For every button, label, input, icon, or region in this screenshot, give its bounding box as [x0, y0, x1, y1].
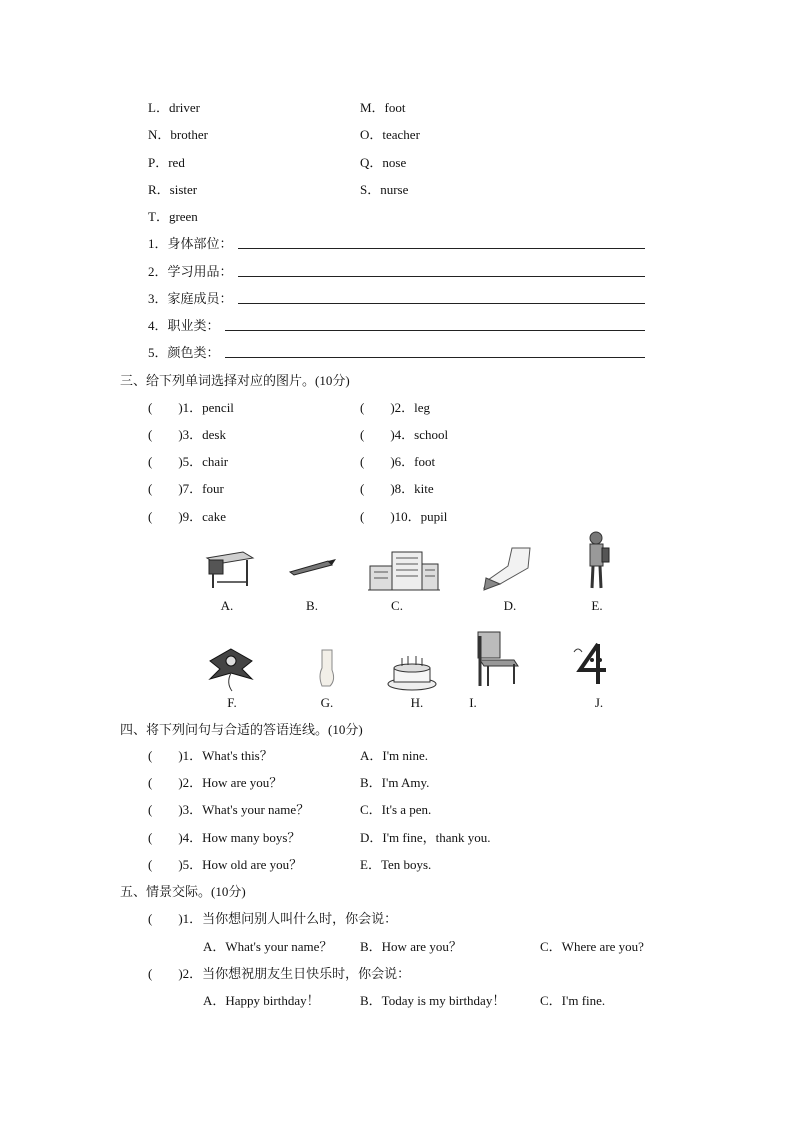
- s4-question-5[interactable]: ( )5．How old are you？: [148, 857, 303, 872]
- chair-icon: [474, 630, 520, 688]
- answer-line-3[interactable]: [238, 303, 645, 304]
- pic-caption-B: B.: [306, 598, 318, 613]
- pic-caption-E: E.: [591, 598, 603, 613]
- s5-q1-option-A[interactable]: A．What's your name？: [203, 939, 333, 954]
- pic-caption-D: D.: [503, 598, 517, 613]
- s5-question-1[interactable]: ( )1．当你想问别人叫什么时，你会说：: [148, 911, 398, 926]
- s3-item-6[interactable]: ( )6．foot: [360, 454, 436, 469]
- s3-item-2[interactable]: ( )2．leg: [360, 400, 431, 415]
- s5-q2-option-B[interactable]: B．Today is my birthday！: [360, 993, 506, 1008]
- answer-line-1[interactable]: [238, 248, 645, 249]
- s4-question-3[interactable]: ( )3．What's your name？: [148, 802, 310, 817]
- pic-caption-A: A.: [220, 598, 234, 613]
- school-icon: [368, 548, 440, 592]
- cake-icon: [386, 652, 438, 692]
- s5-q1-option-B[interactable]: B．How are you？: [360, 939, 462, 954]
- leg-icon: [478, 544, 534, 592]
- word-R: R．sister: [148, 182, 198, 197]
- s3-item-9[interactable]: ( )9．cake: [148, 509, 226, 524]
- s4-answer-A[interactable]: A．I'm nine.: [360, 748, 429, 763]
- section4-title: 四、将下列问句与合适的答语连线。(10分): [120, 722, 363, 737]
- section5-title: 五、情景交际。(10分): [120, 884, 246, 899]
- pencil-icon: [288, 556, 338, 576]
- word-O: O．teacher: [360, 127, 420, 142]
- s3-item-5[interactable]: ( )5．chair: [148, 454, 229, 469]
- s3-item-3[interactable]: ( )3．desk: [148, 427, 226, 442]
- pic-caption-J: J.: [594, 695, 604, 710]
- category-school-things: 2．学习用品：: [148, 264, 233, 279]
- desk-icon: [203, 548, 255, 590]
- pic-caption-G: G.: [320, 695, 334, 710]
- s4-answer-D[interactable]: D．I'm fine，thank you.: [360, 830, 491, 845]
- foot-icon: [314, 648, 342, 688]
- word-M: M．foot: [360, 100, 406, 115]
- category-family: 3．家庭成员：: [148, 291, 233, 306]
- s3-item-10[interactable]: ( )10．pupil: [360, 509, 448, 524]
- s3-item-4[interactable]: ( )4．school: [360, 427, 449, 442]
- pic-caption-C: C.: [391, 598, 403, 613]
- s3-item-8[interactable]: ( )8．kite: [360, 481, 434, 496]
- pupil-icon: [584, 530, 612, 592]
- word-S: S．nurse: [360, 182, 409, 197]
- word-L: L．driver: [148, 100, 200, 115]
- four-icon: [570, 640, 616, 688]
- s5-question-2[interactable]: ( )2．当你想祝朋友生日快乐时，你会说：: [148, 966, 411, 981]
- s5-q1-option-C[interactable]: C．Where are you?: [540, 939, 644, 954]
- word-T: T．green: [148, 209, 198, 224]
- s4-question-4[interactable]: ( )4．How many boys？: [148, 830, 301, 845]
- category-body-parts: 1．身体部位：: [148, 236, 233, 251]
- s4-answer-C[interactable]: C．It's a pen.: [360, 802, 432, 817]
- pic-caption-H: H.: [410, 695, 424, 710]
- s5-q2-option-C[interactable]: C．I'm fine.: [540, 993, 606, 1008]
- pic-caption-F: F.: [227, 695, 237, 710]
- word-Q: Q．nose: [360, 155, 407, 170]
- s4-answer-E[interactable]: E．Ten boys.: [360, 857, 432, 872]
- pic-caption-I: I.: [469, 695, 477, 710]
- s3-item-1[interactable]: ( )1．pencil: [148, 400, 234, 415]
- section3-title: 三、给下列单词选择对应的图片。(10分): [120, 373, 350, 388]
- kite-icon: [206, 645, 256, 693]
- s5-q2-option-A[interactable]: A．Happy birthday！: [203, 993, 320, 1008]
- answer-line-2[interactable]: [238, 276, 645, 277]
- s4-answer-B[interactable]: B．I'm Amy.: [360, 775, 430, 790]
- word-N: N．brother: [148, 127, 208, 142]
- s4-question-1[interactable]: ( )1．What's this？: [148, 748, 273, 763]
- answer-line-4[interactable]: [225, 330, 645, 331]
- s4-question-2[interactable]: ( )2．How are you？: [148, 775, 283, 790]
- word-P: P．red: [148, 155, 185, 170]
- category-colors: 5．颜色类：: [148, 345, 220, 360]
- category-jobs: 4．职业类：: [148, 318, 220, 333]
- s3-item-7[interactable]: ( )7．four: [148, 481, 224, 496]
- answer-line-5[interactable]: [225, 357, 645, 358]
